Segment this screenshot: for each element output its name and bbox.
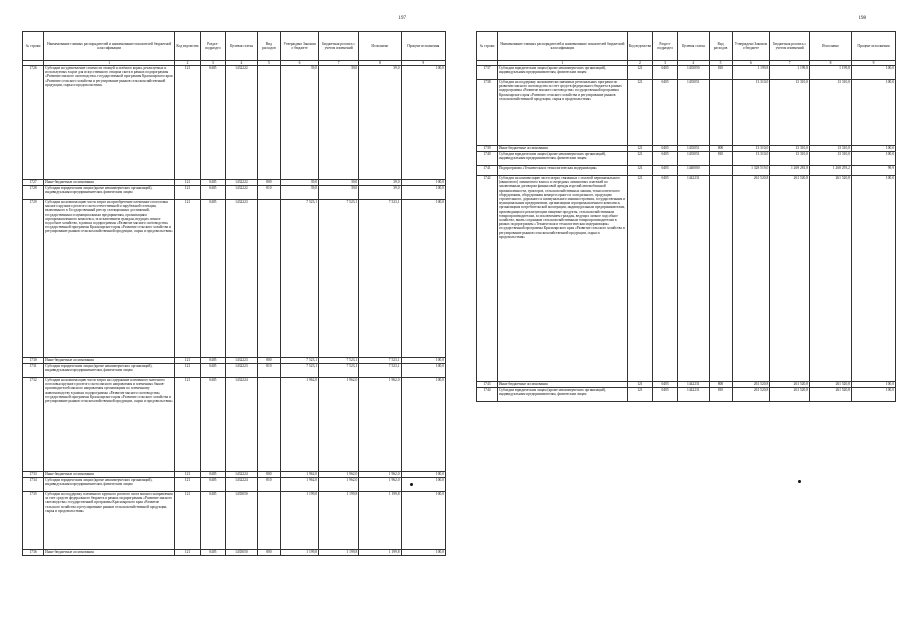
expense-type	[257, 378, 280, 472]
column-number: 3	[652, 61, 677, 66]
target-article: 1435050	[678, 66, 709, 80]
section-code: 0405	[200, 180, 225, 186]
approved-amount: 1 199,8	[281, 492, 319, 550]
row-name: Субсидии юридическим лицам (кроме некоммерческих организаций), индивидуальным предпринимателям, физическим лицам	[44, 478, 175, 492]
table-header-row	[23, 32, 446, 61]
row-number: 1728	[23, 186, 44, 200]
budget-list-amount: 7 523,1	[319, 364, 359, 378]
row-name: Субсидии юридическим лицам (кроме некоммерческих организаций), индивидуальным предпринимателям, физическим лицам	[497, 66, 627, 80]
header-cell: Наименование главных распорядителей и наименование показателей бюджетной классификации	[497, 32, 627, 61]
ministry-code: 121	[627, 166, 652, 176]
row-name: Субсидии на поддержку племенного крупного рогатого скота мясного направления за счет средств федерального бюджета в рамках подпрограммы «Развитие мясного скотоводства» государственной программы Красноярского края «Развитие сельского хозяйства и регулирование рынков сельскохозяйственной продукции, сырья и продовольствия»	[44, 492, 175, 550]
section-code: 0405	[200, 358, 225, 364]
row-name: Субсидии на компенсацию части затрат на содержание племенного маточного поголовья крупного рогатого скота мясного направления и племенных быков-производителей мясного направления организациям по племенному животноводству в рамках подпрограммы «Развитие мясного скотоводства» государственной программы Красноярского края «Развитие сельского хозяйства и регулирование рынков сельскохозяйственной продукции, сырья и продовольствия»	[44, 378, 175, 472]
approved-amount: 261 520,8	[732, 382, 770, 388]
section-code: 0405	[652, 388, 677, 402]
header-cell: Раздел-подраздел	[200, 32, 225, 61]
approved-amount: 1 199,8	[732, 66, 770, 80]
section-code: 0405	[652, 166, 677, 176]
row-number: 1743	[477, 382, 498, 388]
row-number: 1740	[477, 152, 498, 166]
column-number: 8	[359, 61, 401, 66]
row-number: 1742	[477, 176, 498, 382]
executed-amount: 1 962,0	[359, 472, 401, 478]
ministry-code: 121	[627, 80, 652, 146]
target-article: 1432224	[226, 378, 258, 472]
row-number: 1727	[23, 180, 44, 186]
target-article: 1442231	[678, 382, 709, 388]
approved-amount: 1 962,0	[281, 472, 319, 478]
scan-speck	[798, 480, 801, 483]
row-name: Иные бюджетные ассигнования	[44, 358, 175, 364]
table-row	[477, 80, 896, 146]
header-cell: Код ведомства	[175, 32, 200, 61]
approved-amount: 1 962,0	[281, 478, 319, 492]
budget-list-amount: 1 199,8	[319, 492, 359, 550]
table-row	[477, 152, 896, 166]
executed-amount: 1 268 293,2	[810, 166, 852, 176]
target-article: 1432222	[226, 66, 258, 180]
approved-amount: 39,0	[281, 66, 319, 180]
executed-amount: 1 962,0	[359, 378, 401, 472]
table-row	[23, 378, 446, 472]
executed-amount: 7 523,1	[359, 364, 401, 378]
expense-type	[257, 200, 280, 358]
execution-percent: 100,0	[401, 358, 445, 364]
column-number: 9	[401, 61, 445, 66]
executed-amount: 1 199,8	[359, 550, 401, 556]
target-article: 1432223	[226, 364, 258, 378]
row-number: 1729	[23, 200, 44, 358]
row-name: Субсидии юридическим лицам (кроме некоммерческих организаций), индивидуальным предпринимателям, физическим лицам	[497, 152, 627, 166]
row-number: 1741	[477, 166, 498, 176]
execution-percent: 100,0	[401, 478, 445, 492]
target-article: 1435050	[226, 550, 258, 556]
executed-amount: 13 310,0	[810, 146, 852, 152]
ministry-code: 121	[175, 472, 200, 478]
budget-list-amount: 7 523,1	[319, 200, 359, 358]
target-article: 1435051	[678, 80, 709, 146]
approved-amount: 7 523,1	[281, 200, 319, 358]
row-number: 1744	[477, 388, 498, 402]
executed-amount: 261 520,8	[810, 382, 852, 388]
budget-list-amount: 1 199,8	[319, 550, 359, 556]
ministry-code: 121	[627, 66, 652, 80]
header-cell: № строки	[477, 32, 498, 61]
expense-type: 800	[709, 146, 732, 152]
table-row	[23, 200, 446, 358]
target-article: 1432222	[226, 180, 258, 186]
section-code: 0405	[200, 66, 225, 180]
approved-amount: 13 310,0	[732, 152, 770, 166]
ministry-code: 121	[627, 176, 652, 382]
header-cell: Раздел-подраздел	[652, 32, 677, 61]
execution-percent: 100,0	[401, 180, 445, 186]
execution-percent: 100,0	[401, 492, 445, 550]
approved-amount: 1 199,8	[281, 550, 319, 556]
section-code: 0405	[200, 478, 225, 492]
row-name: Субсидии на поддержку экономически значимых региональных программ по развитию мясного скотоводства за счет средств федерального бюджета в рамках подпрограммы «Развитие мясного скотоводства» государственной программы Красноярского края «Развитие сельского хозяйства и регулирование рынков сельскохозяйственной продукции, сырья и продовольствия»	[497, 80, 627, 146]
section-code: 0405	[652, 66, 677, 80]
column-number: 4	[226, 61, 258, 66]
table-row	[23, 478, 446, 492]
expense-type: 800	[709, 382, 732, 388]
target-article: 1432223	[226, 358, 258, 364]
section-code: 0405	[652, 80, 677, 146]
approved-amount: 1 962,0	[281, 378, 319, 472]
budget-list-amount: 261 520,8	[770, 176, 810, 382]
target-article: 1432223	[226, 200, 258, 358]
ministry-code: 121	[175, 550, 200, 556]
budget-list-amount: 39,0	[319, 180, 359, 186]
ministry-code: 121	[175, 200, 200, 358]
budget-list-amount: 39,0	[319, 66, 359, 180]
column-number: 4	[678, 61, 709, 66]
header-cell: Код ведомства	[627, 32, 652, 61]
ministry-code: 121	[175, 364, 200, 378]
column-number: 7	[770, 61, 810, 66]
budget-list-amount: 1 269 281,8	[770, 166, 810, 176]
ministry-code: 121	[175, 66, 200, 180]
target-article: 1435050	[226, 492, 258, 550]
execution-percent: 100,0	[851, 382, 895, 388]
row-name: Субсидии юридическим лицам (кроме некоммерческих организаций), индивидуальным предпринимателям, физическим лицам	[44, 364, 175, 378]
expense-type	[257, 66, 280, 180]
expense-type	[709, 80, 732, 146]
row-name: Подпрограмма «Техническая и технологическая модернизация»	[497, 166, 627, 176]
row-name: Иные бюджетные ассигнования	[44, 550, 175, 556]
page-number: 198	[858, 16, 866, 21]
header-cell: Вид расходов	[709, 32, 732, 61]
approved-amount: 39,0	[281, 186, 319, 200]
execution-percent: 100,0	[851, 80, 895, 146]
table-row	[477, 176, 896, 382]
budget-table	[22, 31, 446, 556]
column-number: 6	[281, 61, 319, 66]
row-name: Субсидии юридическим лицам (кроме некоммерческих организаций), индивидуальным предпринимателям, физическим лицам	[44, 186, 175, 200]
row-number: 1730	[23, 358, 44, 364]
row-number: 1739	[477, 146, 498, 152]
ministry-code: 121	[175, 478, 200, 492]
executed-amount: 7 523,1	[359, 358, 401, 364]
table-header-row	[477, 32, 896, 61]
header-cell: Процент исполнения	[401, 32, 445, 61]
ministry-code: 121	[175, 186, 200, 200]
approved-amount: 39,0	[281, 180, 319, 186]
execution-percent: 100,0	[401, 550, 445, 556]
section-code: 0405	[200, 472, 225, 478]
section-code: 0405	[652, 176, 677, 382]
expense-type: 800	[257, 358, 280, 364]
row-name: Иные бюджетные ассигнования	[497, 382, 627, 388]
column-number: 2	[175, 61, 200, 66]
table-row	[477, 166, 896, 176]
column-number: 7	[319, 61, 359, 66]
section-code: 0405	[652, 382, 677, 388]
header-cell: № строки	[23, 32, 44, 61]
ministry-code: 121	[627, 146, 652, 152]
row-number: 1733	[23, 472, 44, 478]
table-row	[23, 186, 446, 200]
approved-amount: 13 310,0	[732, 146, 770, 152]
table-row	[23, 492, 446, 550]
header-cell: Целевая статья	[226, 32, 258, 61]
target-article: 1435051	[678, 146, 709, 152]
executed-amount: 13 310,0	[810, 152, 852, 166]
execution-percent: 100,0	[401, 378, 445, 472]
expense-type: 810	[257, 478, 280, 492]
budget-list-amount: 261 520,8	[770, 382, 810, 388]
header-cell: Исполнено	[810, 32, 852, 61]
execution-percent: 100,0	[401, 364, 445, 378]
row-name: Иные бюджетные ассигнования	[44, 180, 175, 186]
target-article: 1442231	[678, 388, 709, 402]
executed-amount: 13 310,0	[810, 80, 852, 146]
approved-amount: 7 523,1	[281, 364, 319, 378]
row-number: 1735	[23, 492, 44, 550]
executed-amount: 1 199,8	[810, 66, 852, 80]
header-cell: Вид расходов	[257, 32, 280, 61]
approved-amount: 261 520,8	[732, 176, 770, 382]
table-row	[23, 66, 446, 180]
section-code: 0405	[200, 364, 225, 378]
row-number: 1738	[477, 80, 498, 146]
budget-list-amount: 39,0	[319, 186, 359, 200]
budget-list-amount: 1 962,0	[319, 378, 359, 472]
row-number: 1732	[23, 378, 44, 472]
target-article: 1435051	[678, 152, 709, 166]
header-cell: Целевая статья	[678, 32, 709, 61]
expense-type	[257, 492, 280, 550]
ministry-code: 121	[175, 358, 200, 364]
budget-list-amount: 1 199,8	[770, 66, 810, 80]
expense-type: 800	[257, 472, 280, 478]
scan-speck	[410, 483, 413, 486]
execution-percent: 100,0	[851, 146, 895, 152]
column-number: 6	[732, 61, 770, 66]
header-cell: Исполнено	[359, 32, 401, 61]
header-cell: Бюджетная роспись с учетом изменений	[319, 32, 359, 61]
header-cell: Процент исполнения	[851, 32, 895, 61]
column-number: 1	[44, 61, 175, 66]
budget-list-amount: 1 962,0	[319, 472, 359, 478]
execution-percent: 100,0	[401, 186, 445, 200]
table-row	[23, 364, 446, 378]
section-code: 0405	[200, 378, 225, 472]
expense-type: 810	[257, 186, 280, 200]
executed-amount: 39,0	[359, 186, 401, 200]
budget-list-amount: 13 310,0	[770, 152, 810, 166]
row-number: 1737	[477, 66, 498, 80]
expense-type	[709, 176, 732, 382]
budget-table	[476, 31, 896, 402]
ministry-code: 121	[175, 492, 200, 550]
header-cell: Утверждено Законом о бюджете	[281, 32, 319, 61]
section-code: 0405	[652, 146, 677, 152]
expense-type: 810	[709, 152, 732, 166]
section-code: 0405	[200, 492, 225, 550]
row-number: 1726	[23, 66, 44, 180]
executed-amount: 39,0	[359, 180, 401, 186]
table-row	[477, 66, 896, 80]
target-article: 1442231	[678, 176, 709, 382]
execution-percent: 99,9	[851, 166, 895, 176]
header-cell: Наименование главных распорядителей и наименование показателей бюджетной классификации	[44, 32, 175, 61]
execution-percent: 100,0	[851, 152, 895, 166]
column-number: 9	[851, 61, 895, 66]
executed-amount: 261 520,8	[810, 388, 852, 402]
ministry-code: 121	[175, 378, 200, 472]
column-number: 8	[810, 61, 852, 66]
expense-type: 800	[257, 180, 280, 186]
execution-percent: 100,0	[401, 200, 445, 358]
expense-type: 810	[257, 364, 280, 378]
target-article: 1432224	[226, 472, 258, 478]
executed-amount: 39,0	[359, 66, 401, 180]
expense-type: 800	[257, 550, 280, 556]
column-number: 1	[497, 61, 627, 66]
column-number: 5	[709, 61, 732, 66]
executed-amount: 261 520,8	[810, 176, 852, 382]
row-name: Иные бюджетные ассигнования	[497, 146, 627, 152]
execution-percent: 100,0	[851, 66, 895, 80]
ministry-code: 121	[627, 382, 652, 388]
executed-amount: 1 199,8	[359, 492, 401, 550]
expense-type	[709, 166, 732, 176]
approved-amount: 13 310,0	[732, 80, 770, 146]
row-name: Субсидии на компенсацию части затрат, связанных с оплатой первоначального (авансового) лизингового взноса и очередных лизинговых платежей по заключенным договорам финансовой аренды изделий автомобильной промышленности, тракторов, сельскохозяйственных машин, технологического оборудования, оборудования компрессорного и холодильного, продукции строительного, дорожного и коммунального машиностроения, государственным и муниципальным предприятиям, организациям агропромышленного комплекса, организациям потребительской кооперации, индивидуальным предпринимателям, производящим и реализующим пищевые продукты, сельскохозяйственным товаропроизводителям, за исключением граждан, ведущих личное подсобное хозяйство, вновь созданным сельскохозяйственным товаропроизводителям в рамках подпрограммы «Техническая и технологическая модернизация» государственной программы Красноярского края «Развитие сельского хозяйства и регулирование рынков сельскохозяйственной продукции, сырья и продовольствия»	[497, 176, 627, 382]
row-name: Субсидии на удешевление стоимости овощей и зелёного корма, реализуемых и используемых в крае для искусственного откорма скота в рамках подпрограммы «Развитие мясного скотоводства» государственной программы Красноярского края «Развитие сельского хозяйства и регулирование рынков сельскохозяйственной продукции, сырья и продовольствия»	[44, 66, 175, 180]
approved-amount: 261 520,8	[732, 388, 770, 402]
section-code: 0405	[652, 152, 677, 166]
budget-list-amount: 13 310,0	[770, 146, 810, 152]
column-number: 3	[200, 61, 225, 66]
header-cell: Бюджетная роспись с учетом изменений	[770, 32, 810, 61]
row-name: Иные бюджетные ассигнования	[44, 472, 175, 478]
execution-percent: 100,0	[401, 66, 445, 180]
row-number: 1731	[23, 364, 44, 378]
executed-amount: 1 962,0	[359, 478, 401, 492]
expense-type: 810	[709, 388, 732, 402]
ministry-code: 121	[175, 180, 200, 186]
table-row	[477, 388, 896, 402]
section-code: 0405	[200, 550, 225, 556]
section-code: 0405	[200, 186, 225, 200]
row-number: 1736	[23, 550, 44, 556]
row-name: Субсидии юридическим лицам (кроме некоммерческих организаций), индивидуальным предпринимателям, физическим лицам	[497, 388, 627, 402]
approved-amount: 7 523,1	[281, 358, 319, 364]
approved-amount: 1 328 519,0	[732, 166, 770, 176]
execution-percent: 100,0	[851, 388, 895, 402]
column-number: 2	[627, 61, 652, 66]
executed-amount: 7 523,1	[359, 200, 401, 358]
row-number: 1734	[23, 478, 44, 492]
target-article: 1440000	[678, 166, 709, 176]
row-name: Субсидии на компенсацию части затрат на приобретение племенного поголовья мясного крупного рогатого скота отечественной и зарубежной селекции, включенного в Государственный реестр селекционных достижений, государственным и муниципальным предприятиям, организациям агропромышленного комплекса, за исключением граждан, ведущих личное подсобное хозяйство, в рамках подпрограммы «Развитие мясного скотоводства» государственной программы Красноярского края «Развитие сельского хозяйства и регулирование рынков сельскохозяйственной продукции, сырья и продовольствия»	[44, 200, 175, 358]
target-article: 1432224	[226, 478, 258, 492]
expense-type: 810	[709, 66, 732, 80]
budget-list-amount: 7 523,1	[319, 358, 359, 364]
budget-list-amount: 1 962,0	[319, 478, 359, 492]
table-row	[23, 550, 446, 556]
execution-percent: 100,0	[401, 472, 445, 478]
page-number: 197	[398, 16, 406, 21]
column-number: 5	[257, 61, 280, 66]
header-cell: Утверждено Законом о бюджете	[732, 32, 770, 61]
ministry-code: 121	[627, 152, 652, 166]
budget-list-amount: 261 520,8	[770, 388, 810, 402]
execution-percent: 100,0	[851, 176, 895, 382]
target-article: 1432222	[226, 186, 258, 200]
section-code: 0405	[200, 200, 225, 358]
ministry-code: 121	[627, 388, 652, 402]
budget-list-amount: 13 310,0	[770, 80, 810, 146]
